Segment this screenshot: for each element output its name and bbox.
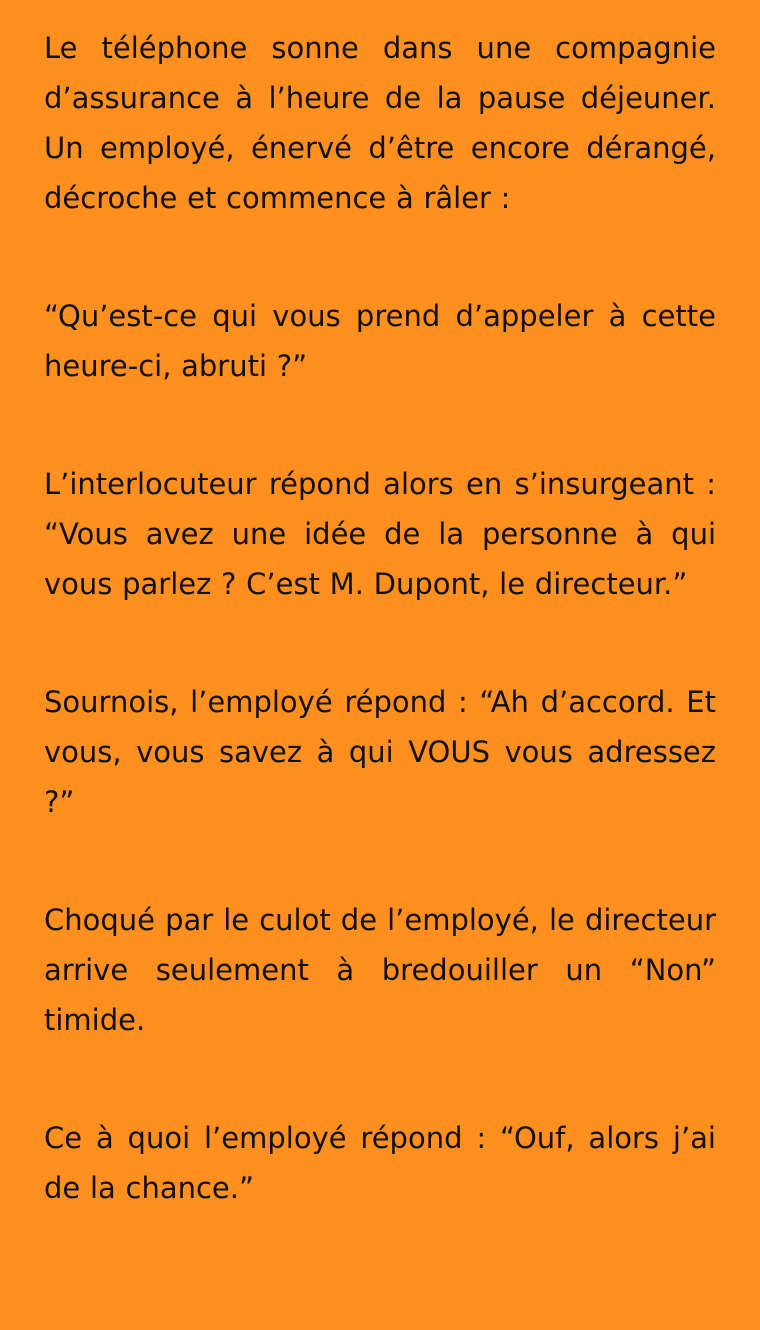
paragraph-caller-reply: L’interlocuteur répond alors en s’insurgeant : “Vous avez une idée de la personne à qui vous parlez ? C’est M. Dupont, le directeur.” (44, 467, 716, 601)
paragraph-punchline: Ce à quoi l’employé répond : “Ouf, alors j’ai de la chance.” (44, 1121, 716, 1205)
paragraph-director-answer: Choqué par le culot de l’employé, le directeur arrive seulement à bredouiller un “Non” timide. (44, 903, 716, 1037)
paragraph-employee-insult: “Qu’est-ce qui vous prend d’appeler à cette heure-ci, abruti ?” (44, 299, 716, 383)
paragraph-intro: Le téléphone sonne dans une compagnie d’assurance à l’heure de la pause déjeuner. Un employé, énervé d’être encore dérangé, décroche et commence à râler : (44, 31, 716, 215)
paragraph-employee-question: Sournois, l’employé répond : “Ah d’accord. Et vous, vous savez à qui VOUS vous adressez ?” (44, 685, 716, 819)
